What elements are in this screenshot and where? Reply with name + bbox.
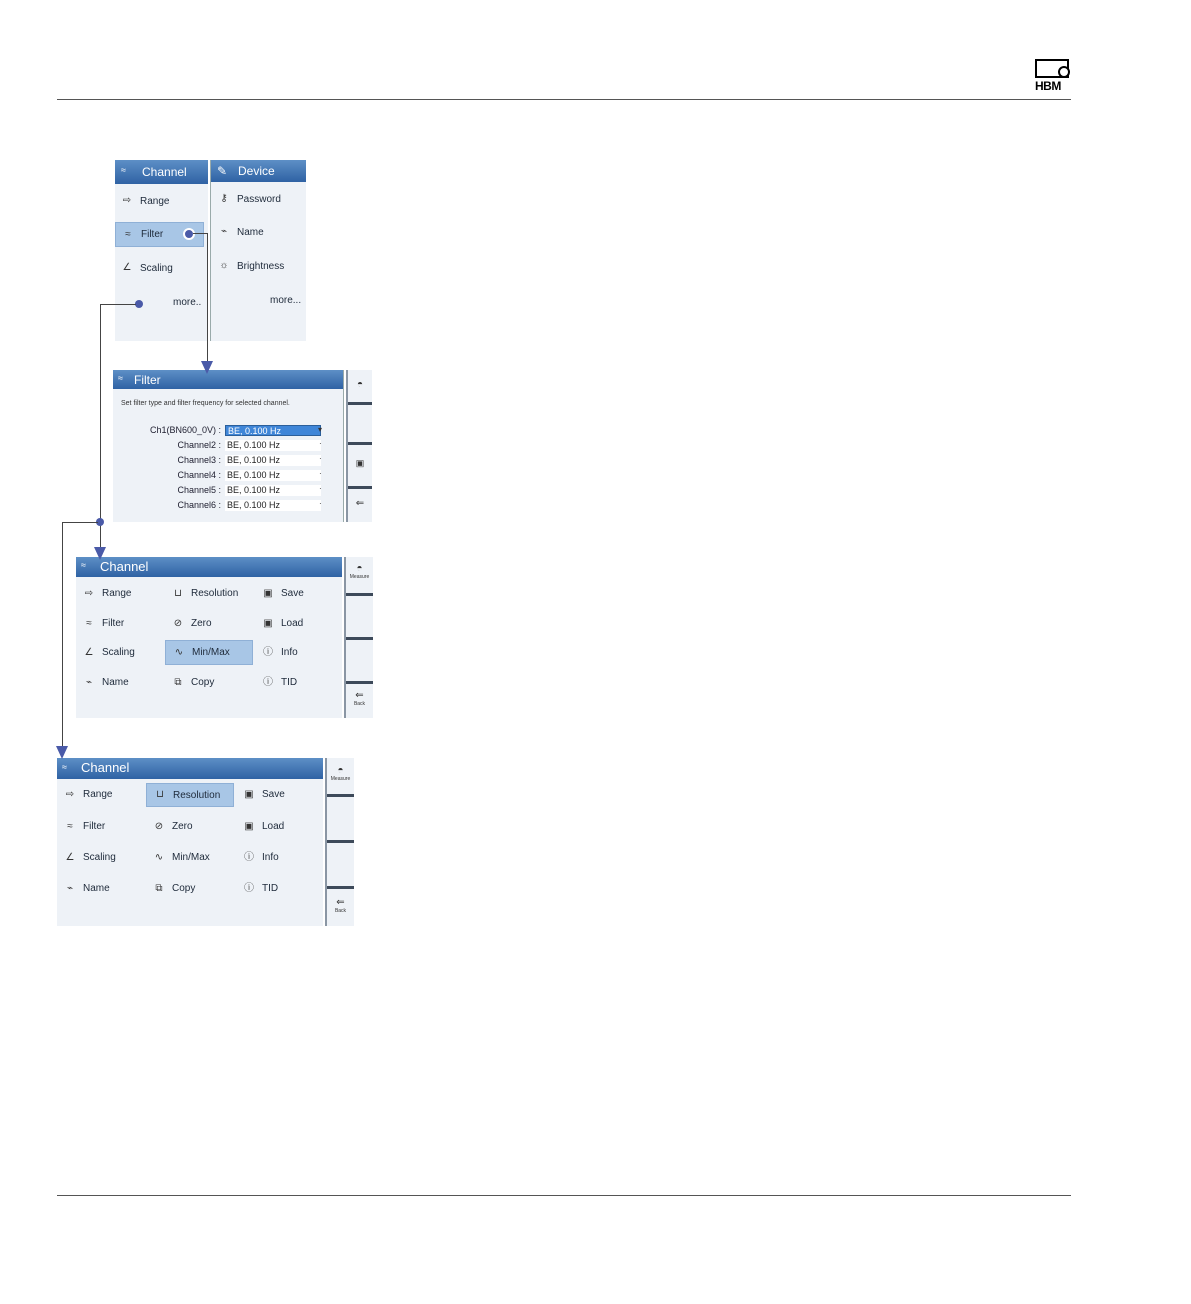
filter-row-3-value[interactable]: BE, 0.100 Hz [225,455,321,466]
back-icon[interactable]: ⇐ [355,498,365,509]
side-separator [348,486,372,489]
filter-row-4-label: Channel4 : [177,470,221,480]
save-icon: ▣ [263,587,273,599]
cp2-zero-label: Zero [172,821,193,832]
connector-line [62,522,63,748]
cp2-range-label: Range [83,789,113,800]
filter-row-2-value[interactable]: BE, 0.100 Hz [225,440,321,451]
channel-menu-header [115,160,208,184]
cp2-resolution-label: Resolution [173,789,221,801]
resolution-icon: ⊔ [156,789,164,800]
range-icon: ⇨ [65,788,75,800]
save-icon[interactable]: ▣ [355,458,365,468]
side-separator [327,794,354,797]
cp1-name[interactable] [82,676,129,689]
cp2-save-label: Save [262,789,285,800]
device-menu-title: Device [238,164,275,178]
channel-wave-icon: ≈ [62,762,67,772]
menu-item-more-label: more.. [173,296,202,308]
connector-line [193,233,208,234]
cp1-name-label: Name [102,677,129,688]
header-rule [57,99,1071,100]
channel-wave-icon: ≈ [121,165,126,175]
filter-row-label [113,440,221,452]
menu-item-filter-label: Filter [141,229,164,240]
channel-menu [115,160,208,341]
cp2-save[interactable] [242,788,285,801]
measure-button[interactable] [346,563,373,580]
back-icon: ⇐ [355,690,364,701]
key-icon: ⚷ [220,193,228,204]
cp1-tid-label: TID [281,677,298,688]
cp2-range[interactable] [63,788,112,801]
filter-panel-title: Filter [134,373,161,387]
back-icon: ⇐ [336,897,345,908]
measure-label: Measure [349,574,370,580]
cp2-copy[interactable] [152,882,195,895]
arrow-down-icon [56,746,68,759]
scaling-icon: ∠ [122,262,132,273]
info-icon: ⓘ [244,851,254,863]
cp2-resolution[interactable] [146,783,234,807]
channel-panel-2-title: Channel [81,760,130,775]
resolution-icon: ⊔ [174,587,182,599]
minmax-icon: ∿ [174,646,184,658]
cp1-scaling-label: Scaling [102,647,135,658]
measure-icon: ◓ [356,563,363,574]
cp2-info[interactable] [242,851,279,864]
side-separator [348,402,372,405]
back-label: Back [353,701,366,707]
menu-item-password[interactable] [217,192,281,206]
info-icon: ⓘ [244,882,254,894]
zero-icon: ⊘ [173,617,183,629]
cp1-copy[interactable] [171,676,214,689]
tag-icon: ⌁ [220,226,228,237]
menu-item-brightness-label: Brightness [237,260,285,272]
scaling-icon: ∠ [84,646,94,658]
cp2-info-label: Info [262,852,279,863]
side-separator [346,637,373,640]
side-separator [327,886,354,889]
menu-item-scaling-label: Scaling [140,262,173,274]
filter-row-label [113,500,221,512]
filter-description: Set filter type and filter frequency for selected channel. [121,400,290,407]
menu-item-name[interactable] [217,225,264,239]
cp2-name-label: Name [83,883,110,894]
side-separator [346,593,373,596]
cp2-tid-label: TID [262,883,279,894]
cp2-minmax[interactable] [152,851,210,864]
range-icon: ⇨ [84,587,94,599]
zero-icon: ⊘ [154,820,164,832]
device-menu-header [211,160,306,182]
measure-icon[interactable]: ◓ [356,379,364,390]
info-icon: ⓘ [263,646,273,658]
menu-item-scaling[interactable] [120,261,173,275]
channel-panel-1-title: Channel [100,559,149,574]
side-separator [346,681,373,684]
cp1-info[interactable] [261,646,298,659]
footer-rule [57,1195,1071,1196]
cp2-load[interactable] [242,820,284,833]
device-menu [210,160,306,341]
scaling-icon: ∠ [65,851,75,863]
info-icon: ⓘ [263,676,273,688]
filter-row-5-value[interactable]: BE, 0.100 Hz [225,485,321,496]
filter-row-6-label: Channel6 : [177,500,221,510]
cp1-zero-label: Zero [191,618,212,629]
cp1-zero[interactable] [171,617,212,630]
filter-row-2-label: Channel2 : [177,440,221,450]
cp1-range-label: Range [102,588,132,599]
cp2-scaling[interactable] [63,851,116,864]
filter-row-3-label: Channel3 : [177,455,221,465]
channel-panel-2 [57,758,323,926]
cp2-name[interactable] [63,882,110,895]
menu-item-range[interactable] [120,194,169,208]
filter-row-label [113,455,221,467]
dropdown-icon[interactable]: ▾ [318,425,323,434]
cp1-tid[interactable] [261,676,297,689]
cp1-copy-label: Copy [191,677,215,688]
filter-icon: ≈ [86,617,92,629]
cp1-resolution[interactable] [171,587,238,600]
filter-row-label [113,470,221,482]
tag-icon: ⌁ [85,676,93,688]
cp2-filter-label: Filter [83,821,106,832]
back-label: Back [334,908,347,914]
filter-side-toolbar [346,370,372,522]
filter-row-label [113,485,221,497]
channel-panel-2-header [57,758,323,779]
hbm-logo [1035,59,1071,91]
back-button[interactable] [346,690,373,707]
filter-row-5-label: Channel5 : [177,485,221,495]
filter-panel [113,370,344,522]
wrench-icon: ✎ [217,164,228,178]
filter-row-4-value[interactable]: BE, 0.100 Hz [225,470,321,481]
cp2-copy-label: Copy [172,883,196,894]
filter-header-icon: ≈ [118,373,123,383]
menu-item-brightness[interactable] [217,259,284,273]
back-button[interactable] [327,897,354,914]
connector-line [100,304,101,547]
channel-2-side-toolbar [325,758,354,926]
sun-icon: ☼ [219,260,229,271]
dropdown-icon[interactable]: · [319,499,322,508]
cp2-minmax-label: Min/Max [172,852,210,863]
side-separator [327,840,354,843]
connector-line [100,304,136,305]
filter-row-label [113,425,221,437]
device-menu-more[interactable] [270,293,301,307]
filter-panel-header [113,370,343,389]
load-icon: ▣ [263,617,273,629]
cp1-load[interactable] [261,617,303,630]
dropdown-icon[interactable]: · [319,439,322,448]
cp1-minmax-label: Min/Max [192,647,230,658]
arrow-down-icon [201,361,213,374]
cp1-info-label: Info [281,647,298,658]
cp1-minmax[interactable] [165,640,253,665]
cp1-filter-label: Filter [102,618,125,629]
filter-row-6-value[interactable]: BE, 0.100 Hz [225,500,321,511]
cp1-resolution-label: Resolution [191,588,239,599]
copy-icon: ⧉ [155,882,163,894]
menu-item-range-label: Range [140,195,170,207]
measure-label: Measure [330,776,351,782]
connector-line [62,522,98,523]
measure-icon: ◓ [337,765,344,776]
minmax-icon: ∿ [154,851,164,863]
cp2-tid[interactable] [242,882,278,895]
cp1-save[interactable] [261,587,304,600]
connector-dot [135,300,143,308]
load-icon: ▣ [244,820,254,832]
channel-menu-title: Channel [142,165,187,179]
device-menu-more-label: more... [270,294,302,306]
dropdown-icon[interactable]: · [319,454,322,463]
menu-item-name-label: Name [237,226,264,238]
cp2-load-label: Load [262,821,285,832]
cp2-scaling-label: Scaling [83,852,116,863]
channel-wave-icon: ≈ [81,560,86,570]
filter-icon: ≈ [67,820,73,832]
channel-panel-1-header [76,557,342,577]
dropdown-icon[interactable]: · [319,484,322,493]
dropdown-icon[interactable]: · [319,469,322,478]
menu-item-more[interactable] [173,295,201,309]
channel-1-side-toolbar [344,557,373,718]
measure-button[interactable] [327,765,354,782]
cp1-scaling[interactable] [82,646,135,659]
menu-item-password-label: Password [237,193,281,205]
channel-panel-1 [76,557,342,718]
arrow-down-icon [94,547,106,560]
cp2-filter[interactable] [63,820,105,833]
tag-icon: ⌁ [66,882,74,894]
cp1-save-label: Save [281,588,304,599]
copy-icon: ⧉ [174,676,182,688]
cp1-range[interactable] [82,587,131,600]
save-icon: ▣ [244,788,254,800]
logo-text: HBM [1035,79,1061,93]
filter-icon: ≈ [125,228,131,240]
connector-line [207,233,208,361]
range-icon: ⇨ [122,195,132,206]
connector-dot [183,228,195,240]
cp2-zero[interactable] [152,820,193,833]
filter-row-1-value[interactable]: BE, 0.100 Hz [225,425,321,436]
filter-row-1-label: Ch1(BN600_0V) : [149,425,221,435]
cp1-filter[interactable] [82,617,124,630]
cp1-load-label: Load [281,618,304,629]
side-separator [348,442,372,445]
